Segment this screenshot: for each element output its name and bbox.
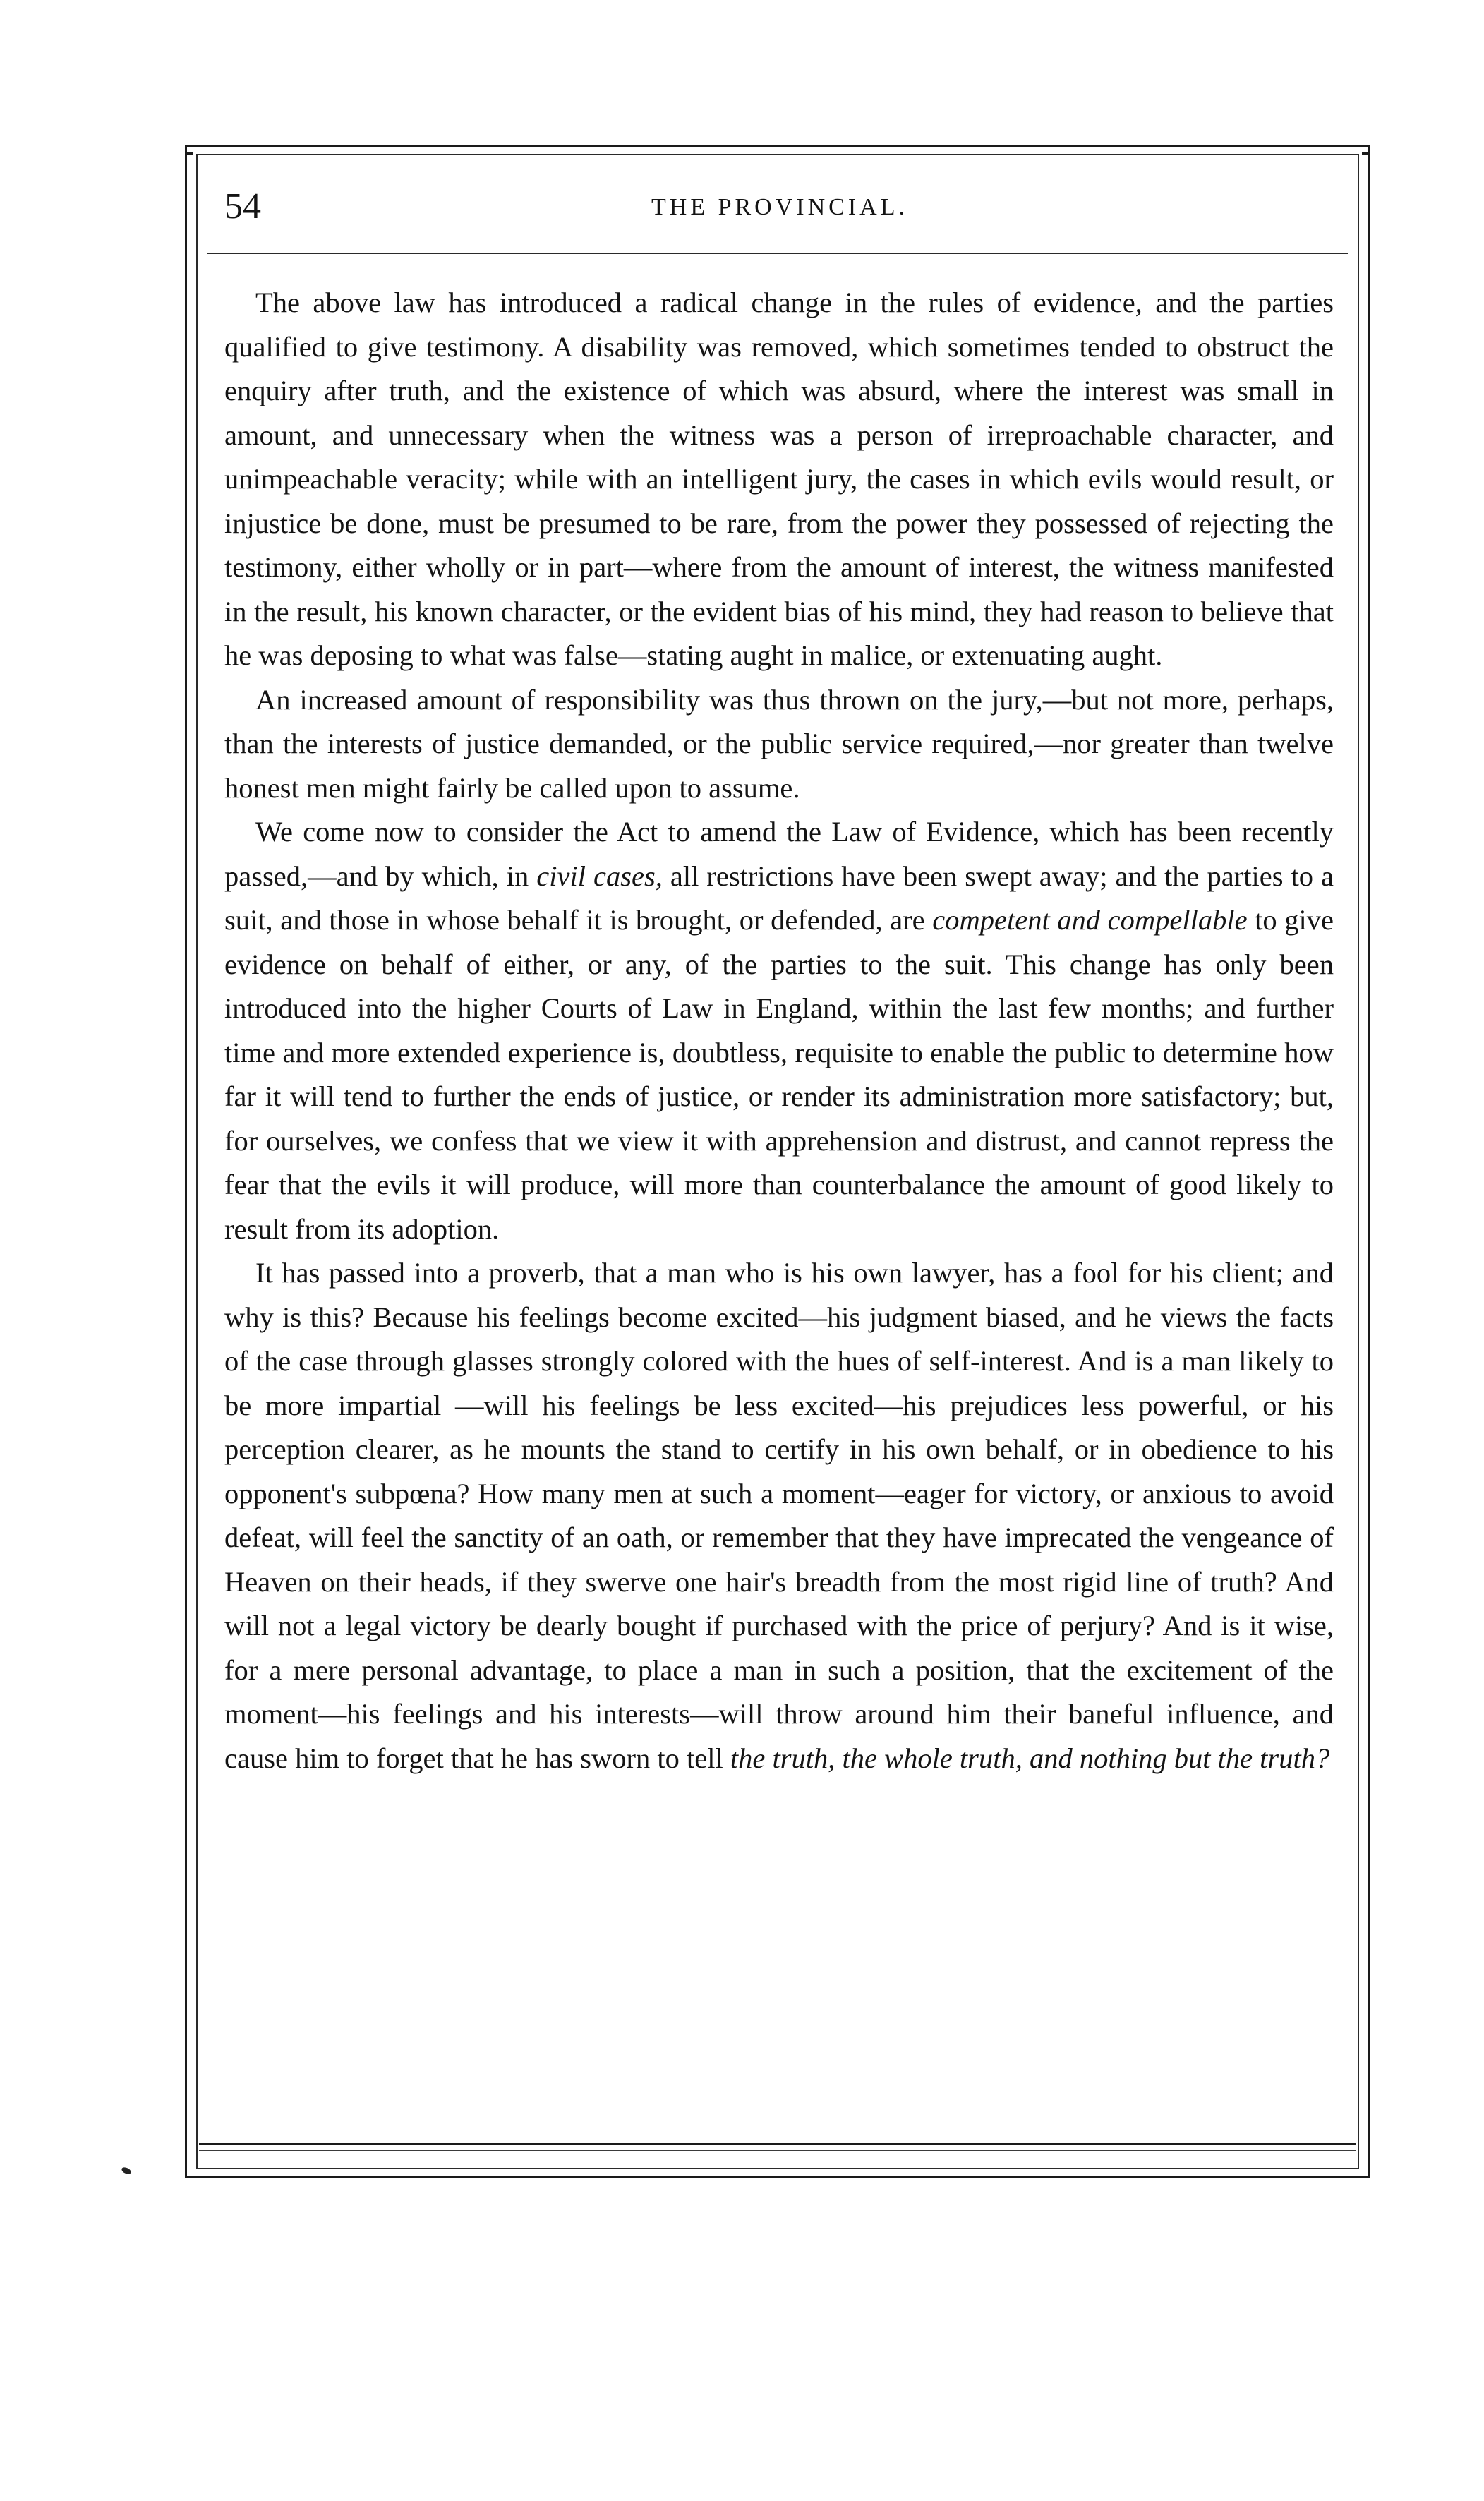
paragraph-1: The above law has introduced a radical change in the rules of evidence, and the parties qualified to give testimony. A disability was removed, which sometimes tended to obstruct the enquiry after truth, and the existence of which was absurd, where the interest was small in amount, and unnecessary when the witness was a person of irreproachable character, and unimpeachable veracity; while with an intelligent jury, the cases in which evils would result, or injustice be done, must be presumed to be rare, from the power they possessed of rejecting the testimony, either wholly or in part—where from the amount of interest, the witness manifested in the result, his known character, or the evident bias of his mind, they had reason to believe that he was deposing to what was false—stating aught in malice, or extenuating aught.: [224, 287, 1334, 671]
paragraph-3-text-a: We come now to consider the Act to amend the Law of Evidence, which has been recently passed,—and by which, in: [224, 816, 1334, 892]
body-text: [224, 281, 1334, 1780]
page-number: 54: [224, 186, 261, 227]
paragraph-2: An increased amount of responsibility was thus thrown on the jury,—but not more, perhaps, than the interests of justice demanded, or the public service required,—nor greater than twelve honest men might fairly be called upon to assume.: [224, 683, 1334, 804]
footer-rule: [199, 2143, 1356, 2145]
paragraph-3-text-b: all restrictions have been swept away; and the parties to a suit, and those in whose behalf it is brought, or defended, are: [224, 860, 1334, 936]
running-head: [212, 182, 1348, 231]
paragraph-4: [224, 1251, 1334, 1780]
paragraph-3: [224, 810, 1334, 1251]
footer-rule-secondary: [199, 2150, 1356, 2151]
header-rule: [207, 253, 1348, 254]
running-title: THE PROVINCIAL.: [651, 194, 908, 220]
ink-speck: [121, 2166, 132, 2175]
paragraph-3-text-c: to give evidence on behalf of either, or any, of the parties to the suit. This change has only been introduced into the higher Courts of Law in England, within the last few months; and further time and more extended experience is, doubtless, requisite to enable the public to determine how far it will tend to further the ends of justice, or render its administration more satisfactory; but, for ourselves, we confess that we view it with apprehension and distrust, and cannot repress the fear that the evils it will produce, will more than counterbalance the amount of good likely to result from its adoption.: [224, 904, 1334, 1245]
paragraph-3-italic-competent: competent and compellable: [932, 904, 1248, 936]
border-tick-mark: [185, 152, 193, 155]
paragraph-4-italic-oath: the truth, the whole truth, and nothing but the truth?: [730, 1742, 1330, 1774]
paragraph-4-text: It has passed into a proverb, that a man who is his own lawyer, has a fool for his client; and why is this? Because his feelings become excited—his judgment biased, and he views the facts of the case through glasses strongly colored with the hues of self-interest. And is a man likely to be more impartial —will his feelings be less excited—his prejudices less powerful, or his perception clearer, as he mounts the stand to certify in his own behalf, or in obedience to his opponent's subpœna? How many men at such a moment—eager for victory, or anxious to avoid defeat, will feel the sanctity of an oath, or remember that they have imprecated the vengeance of Heaven on their heads, if they swerve one hair's breadth from the most rigid line of truth? And will not a legal victory be dearly bought if purchased with the price of perjury? And is it wise, for a mere personal advantage, to place a man in such a position, that the excitement of the moment—his feelings and his interests—will throw around him their baneful influence, and cause him to forget that he has sworn to tell: [224, 1257, 1334, 1774]
border-tick-mark: [1362, 152, 1370, 155]
paragraph-3-italic-civil-cases: civil cases,: [536, 860, 663, 892]
